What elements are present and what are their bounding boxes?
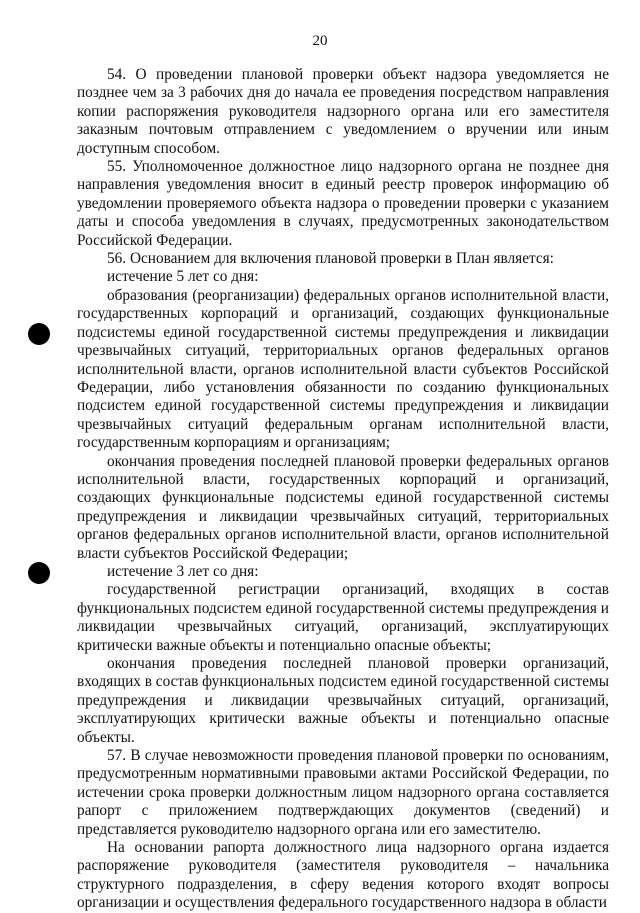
paragraph-54: 54. О проведении плановой проверки объект надзора уведомляется не позднее чем за 3 рабочих дня до начала ее проведения посредством направления копии распоряжения руководителя надзорного органа или его заместителя заказным почтовым отправлением с уведомлением о вручении или иным доступным способом.: [77, 66, 609, 157]
paragraph-56-last-inspection-organizations: окончания проведения последней плановой проверки организаций, входящих в состав функциональных подсистем единой государственной системы предупреждения и ликвидации чрезвычайных ситуаций, организаций, эксплуатирующих критически важные объекты и потенциально опасные объекты.: [77, 655, 609, 746]
page-number: 20: [312, 33, 328, 49]
punch-hole-mark: [28, 323, 50, 345]
paragraph-57-order: На основании рапорта должностного лица надзорного органа издается распоряжение руководителя (заместителя руководителя – начальника структурного подразделения, в сферу ведения которого входят вопросы организации и осуществления федерального государственного надзора в области: [77, 839, 609, 912]
paragraph-56-last-inspection-federal: окончания проведения последней плановой проверки федеральных органов исполнительной власти, государственных корпораций и организаций, создающих функциональные подсистемы единой государственной системы предупреждения и ликвидации чрезвычайных ситуаций, территориальных органов федеральных органов исполнительной власти, органов исполнительной власти субъектов Российской Федерации;: [77, 452, 609, 562]
paragraph-56: 56. Основанием для включения плановой проверки в План является:: [107, 250, 554, 268]
paragraph-57: 57. В случае невозможности проведения плановой проверки по основаниям, предусмотренным нормативными правовыми актами Российской Федерации, по истечении срока проверки должностным лицом надзорного органа составляется рапорт с приложением подтверждающих документов (сведений) и представляется руководителю надзорного органа или его заместителю.: [77, 747, 609, 838]
paragraph-56-registration: государственной регистрации организаций, входящих в состав функциональных подсистем единой государственной системы предупреждения и ликвидации чрезвычайных ситуаций, организаций, эксплуатирующих критически важные объекты и потенциально опасные объекты;: [77, 581, 609, 654]
paragraph-55: 55. Уполномоченное должностное лицо надзорного органа не позднее дня направления уведомления вносит в единый реестр проверок информацию об уведомлении проверяемого объекта надзора о проведении проверки с указанием даты и способа уведомления в случаях, предусмотренных законодательством Российской Федерации.: [77, 158, 609, 249]
paragraph-56-item-5-years: истечение 5 лет со дня:: [107, 268, 259, 286]
punch-hole-mark: [28, 562, 50, 584]
paragraph-56-formation: образования (реорганизации) федеральных органов исполнительной власти, государственных корпораций и организаций, создающих функциональные подсистемы единой государственной системы предупреждения и ликвидации чрезвычайных ситуаций, территориальных органов федеральных органов исполнительной власти, органов исполнительной власти субъектов Российской Федерации, либо установления обязанности по созданию функциональных подсистем единой государственной системы предупреждения и ликвидации чрезвычайных ситуаций федеральным органам исполнительной власти, государственным корпорациям и организациям;: [77, 286, 609, 452]
paragraph-56-item-3-years: истечение 3 лет со дня:: [107, 562, 259, 580]
document-body: [77, 66, 609, 913]
